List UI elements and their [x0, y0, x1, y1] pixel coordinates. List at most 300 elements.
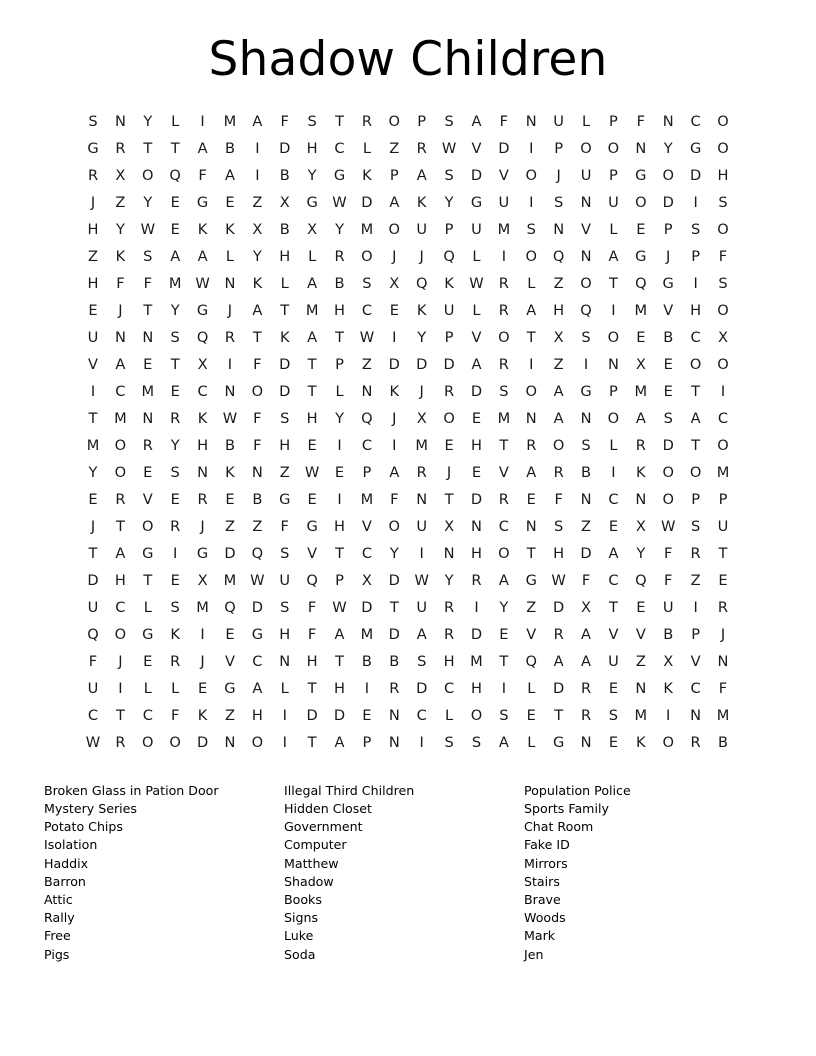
letter-cell[interactable]: R [690, 733, 701, 751]
letter-cell[interactable]: R [553, 463, 564, 481]
letter-cell[interactable]: R [690, 544, 701, 562]
letter-cell[interactable]: G [635, 247, 647, 265]
letter-cell[interactable]: B [663, 625, 674, 643]
word-list-item[interactable]: Broken Glass in Pation Door [44, 782, 219, 798]
letter-cell[interactable]: E [225, 193, 235, 211]
letter-cell[interactable]: D [333, 706, 346, 724]
letter-cell[interactable]: O [717, 139, 729, 157]
letter-cell[interactable]: Y [143, 112, 153, 130]
letter-cell[interactable]: P [609, 382, 618, 400]
letter-cell[interactable]: Q [580, 301, 592, 319]
letter-cell[interactable]: T [280, 301, 290, 319]
letter-cell[interactable]: O [498, 544, 510, 562]
letter-cell[interactable]: U [717, 517, 729, 535]
letter-cell[interactable]: O [662, 490, 674, 508]
letter-cell[interactable]: S [499, 382, 509, 400]
letter-cell[interactable]: M [634, 706, 648, 724]
letter-cell[interactable]: V [690, 652, 701, 670]
letter-cell[interactable]: E [143, 463, 153, 481]
letter-cell[interactable]: X [416, 409, 427, 427]
letter-cell[interactable]: H [470, 679, 482, 697]
letter-cell[interactable]: G [662, 274, 674, 292]
letter-cell[interactable]: B [581, 463, 592, 481]
letter-cell[interactable]: Y [88, 463, 98, 481]
letter-cell[interactable]: P [444, 328, 454, 346]
letter-cell[interactable]: C [690, 679, 701, 697]
letter-cell[interactable]: G [525, 571, 537, 589]
letter-cell[interactable]: P [417, 112, 427, 130]
letter-cell[interactable]: F [718, 247, 728, 265]
letter-cell[interactable]: E [143, 355, 153, 373]
letter-cell[interactable]: W [195, 274, 210, 292]
letter-cell[interactable]: S [554, 193, 564, 211]
letter-cell[interactable]: I [118, 679, 123, 697]
letter-cell[interactable]: L [280, 274, 289, 292]
letter-cell[interactable]: Y [252, 247, 262, 265]
letter-cell[interactable]: S [444, 112, 454, 130]
letter-cell[interactable]: P [335, 355, 344, 373]
letter-cell[interactable]: O [498, 328, 510, 346]
letter-cell[interactable]: E [663, 382, 673, 400]
letter-cell[interactable]: Y [389, 544, 399, 562]
letter-cell[interactable]: X [663, 652, 674, 670]
letter-cell[interactable]: D [470, 166, 483, 184]
letter-cell[interactable]: N [690, 706, 702, 724]
letter-cell[interactable]: I [255, 139, 260, 157]
word-list-item[interactable]: Hidden Closet [284, 800, 372, 816]
letter-cell[interactable]: N [525, 112, 537, 130]
letter-cell[interactable]: E [170, 490, 180, 508]
letter-cell[interactable]: I [227, 355, 233, 373]
letter-cell[interactable]: S [307, 112, 317, 130]
letter-cell[interactable]: H [334, 301, 346, 319]
letter-cell[interactable]: A [252, 301, 263, 319]
letter-cell[interactable]: O [142, 517, 154, 535]
letter-cell[interactable]: L [171, 679, 180, 697]
letter-cell[interactable]: F [253, 409, 262, 427]
letter-cell[interactable]: E [170, 571, 180, 589]
letter-cell[interactable]: L [445, 706, 454, 724]
word-list-item[interactable]: Mirrors [524, 855, 568, 871]
letter-cell[interactable]: M [634, 301, 648, 319]
letter-cell[interactable]: D [470, 490, 483, 508]
letter-cell[interactable]: A [224, 166, 235, 184]
letter-cell[interactable]: Y [499, 598, 509, 616]
letter-cell[interactable]: T [307, 679, 317, 697]
letter-cell[interactable]: O [717, 301, 729, 319]
letter-cell[interactable]: O [114, 463, 127, 481]
letter-cell[interactable]: N [279, 652, 291, 670]
letter-cell[interactable]: I [337, 436, 342, 454]
letter-cell[interactable]: N [525, 409, 537, 427]
letter-cell[interactable]: Y [335, 409, 344, 427]
letter-cell[interactable]: R [142, 436, 153, 454]
word-list-item[interactable]: Government [284, 819, 363, 835]
letter-cell[interactable]: G [306, 193, 318, 211]
word-list-item[interactable]: Sports Family [524, 800, 609, 816]
letter-cell[interactable]: F [307, 625, 317, 643]
letter-cell[interactable]: A [389, 463, 400, 481]
letter-cell[interactable]: E [170, 193, 180, 211]
letter-cell[interactable]: G [196, 301, 209, 319]
letter-cell[interactable]: V [498, 463, 509, 481]
letter-cell[interactable]: E [636, 598, 646, 616]
letter-cell[interactable]: J [200, 652, 205, 670]
letter-cell[interactable]: H [114, 571, 126, 589]
letter-cell[interactable]: O [580, 139, 592, 157]
letter-cell[interactable]: S [143, 247, 153, 265]
letter-cell[interactable]: Q [87, 625, 99, 643]
word-list-item[interactable]: Soda [284, 946, 316, 962]
letter-cell[interactable]: D [196, 733, 209, 751]
letter-cell[interactable]: V [526, 625, 537, 643]
letter-cell[interactable]: Y [417, 328, 427, 346]
letter-cell[interactable]: Q [306, 571, 318, 589]
letter-cell[interactable]: S [499, 706, 509, 724]
letter-cell[interactable]: L [143, 598, 152, 616]
word-list-item[interactable]: Attic [44, 891, 73, 907]
letter-cell[interactable]: K [197, 706, 208, 724]
word-list-item[interactable]: Books [284, 891, 322, 907]
letter-cell[interactable]: F [280, 112, 289, 130]
letter-cell[interactable]: W [660, 517, 676, 535]
letter-cell[interactable]: W [414, 571, 429, 589]
letter-cell[interactable]: V [88, 355, 98, 373]
letter-cell[interactable]: F [253, 436, 262, 454]
letter-cell[interactable]: Y [115, 220, 125, 238]
letter-cell[interactable]: I [529, 193, 534, 211]
letter-cell[interactable]: R [416, 139, 427, 157]
letter-cell[interactable]: O [525, 382, 537, 400]
letter-cell[interactable]: N [114, 112, 126, 130]
letter-cell[interactable]: E [334, 463, 345, 481]
letter-cell[interactable]: I [529, 355, 534, 373]
letter-cell[interactable]: L [362, 139, 371, 157]
letter-cell[interactable]: E [307, 436, 317, 454]
letter-cell[interactable]: T [170, 139, 180, 157]
letter-cell[interactable]: M [223, 571, 237, 589]
letter-cell[interactable]: N [197, 463, 209, 481]
letter-cell[interactable]: H [279, 625, 291, 643]
letter-cell[interactable]: D [388, 355, 400, 373]
letter-cell[interactable]: M [415, 436, 428, 454]
letter-cell[interactable]: E [526, 706, 536, 724]
letter-cell[interactable]: R [170, 409, 181, 427]
letter-cell[interactable]: R [361, 112, 372, 130]
letter-cell[interactable]: T [554, 706, 564, 724]
letter-cell[interactable]: E [88, 490, 98, 508]
letter-cell[interactable]: S [417, 652, 427, 670]
letter-cell[interactable]: O [607, 139, 620, 157]
letter-cell[interactable]: C [115, 598, 126, 616]
letter-cell[interactable]: T [389, 598, 399, 616]
letter-cell[interactable]: I [364, 679, 370, 697]
letter-cell[interactable]: W [551, 571, 566, 589]
word-list-item[interactable]: Pigs [44, 946, 70, 962]
letter-cell[interactable]: R [334, 247, 345, 265]
letter-cell[interactable]: A [252, 679, 263, 697]
letter-cell[interactable]: E [636, 328, 646, 346]
letter-cell[interactable]: L [609, 220, 618, 238]
letter-cell[interactable]: A [635, 409, 646, 427]
letter-cell[interactable]: T [115, 517, 125, 535]
letter-cell[interactable]: M [141, 382, 155, 400]
letter-cell[interactable]: V [307, 544, 318, 562]
letter-cell[interactable]: S [581, 328, 591, 346]
letter-cell[interactable]: C [608, 490, 619, 508]
letter-cell[interactable]: D [580, 544, 592, 562]
letter-cell[interactable]: L [335, 382, 344, 400]
letter-cell[interactable]: I [419, 733, 424, 751]
letter-cell[interactable]: M [360, 490, 374, 508]
letter-cell[interactable]: U [608, 193, 619, 211]
word-list-item[interactable]: Fake ID [524, 837, 570, 853]
letter-cell[interactable]: X [635, 517, 646, 535]
letter-cell[interactable]: H [553, 301, 565, 319]
letter-cell[interactable]: T [691, 436, 701, 454]
letter-cell[interactable]: Q [552, 247, 565, 265]
letter-cell[interactable]: Z [224, 706, 235, 724]
letter-cell[interactable]: M [470, 652, 483, 670]
letter-cell[interactable]: W [441, 139, 457, 157]
letter-cell[interactable]: E [608, 517, 619, 535]
letter-cell[interactable]: R [170, 652, 181, 670]
letter-cell[interactable]: Z [553, 274, 564, 292]
letter-cell[interactable]: H [443, 652, 455, 670]
letter-cell[interactable]: L [527, 679, 536, 697]
letter-cell[interactable]: T [691, 382, 701, 400]
letter-cell[interactable]: A [416, 625, 427, 643]
letter-cell[interactable]: A [471, 112, 482, 130]
letter-cell[interactable]: U [553, 112, 564, 130]
letter-cell[interactable]: R [170, 517, 181, 535]
letter-cell[interactable]: O [689, 463, 702, 481]
letter-cell[interactable]: F [253, 355, 262, 373]
letter-cell[interactable]: E [526, 490, 536, 508]
letter-cell[interactable]: T [526, 544, 536, 562]
letter-cell[interactable]: C [690, 328, 701, 346]
word-list-item[interactable]: Shadow [284, 873, 334, 889]
letter-cell[interactable]: P [609, 166, 618, 184]
word-list-item[interactable]: Signs [284, 910, 319, 926]
letter-cell[interactable]: E [718, 571, 728, 589]
letter-cell[interactable]: Q [196, 328, 209, 346]
letter-cell[interactable]: P [691, 625, 700, 643]
letter-cell[interactable]: S [554, 517, 564, 535]
letter-cell[interactable]: T [499, 436, 509, 454]
letter-cell[interactable]: E [636, 220, 646, 238]
letter-cell[interactable]: T [608, 274, 618, 292]
letter-cell[interactable]: N [388, 706, 400, 724]
letter-cell[interactable]: D [498, 139, 510, 157]
letter-cell[interactable]: V [471, 328, 482, 346]
letter-cell[interactable]: S [690, 517, 701, 535]
letter-cell[interactable]: A [307, 274, 318, 292]
letter-cell[interactable]: Y [444, 193, 454, 211]
letter-cell[interactable]: S [444, 166, 454, 184]
letter-cell[interactable]: F [307, 598, 317, 616]
letter-cell[interactable]: N [361, 382, 373, 400]
letter-cell[interactable]: B [663, 328, 674, 346]
letter-cell[interactable]: D [416, 679, 428, 697]
letter-cell[interactable]: A [581, 625, 592, 643]
letter-cell[interactable]: G [635, 166, 647, 184]
letter-cell[interactable]: C [87, 706, 99, 724]
word-list-item[interactable]: Potato Chips [44, 819, 123, 835]
letter-cell[interactable]: E [389, 301, 399, 319]
letter-cell[interactable]: A [197, 139, 208, 157]
letter-cell[interactable]: C [361, 301, 373, 319]
letter-cell[interactable]: Z [252, 517, 263, 535]
letter-cell[interactable]: M [223, 112, 237, 130]
letter-cell[interactable]: W [85, 733, 101, 751]
letter-cell[interactable]: N [224, 733, 236, 751]
letter-cell[interactable]: A [526, 301, 537, 319]
letter-cell[interactable]: A [307, 328, 318, 346]
letter-cell[interactable]: X [279, 193, 290, 211]
letter-cell[interactable]: L [280, 679, 289, 697]
letter-cell[interactable]: N [635, 490, 647, 508]
letter-cell[interactable]: C [443, 679, 455, 697]
letter-cell[interactable]: V [498, 166, 509, 184]
letter-cell[interactable]: L [581, 112, 591, 130]
letter-cell[interactable]: H [690, 301, 702, 319]
letter-cell[interactable]: R [553, 625, 564, 643]
word-list-item[interactable]: Brave [524, 891, 561, 907]
letter-cell[interactable]: D [87, 571, 99, 589]
letter-cell[interactable]: I [282, 733, 287, 751]
letter-cell[interactable]: F [718, 679, 728, 697]
letter-cell[interactable]: S [718, 193, 728, 211]
letter-cell[interactable]: H [470, 544, 482, 562]
letter-cell[interactable]: H [470, 436, 482, 454]
letter-cell[interactable]: F [581, 571, 591, 589]
letter-cell[interactable]: C [416, 706, 427, 724]
letter-cell[interactable]: O [717, 355, 729, 373]
letter-cell[interactable]: O [717, 436, 729, 454]
letter-cell[interactable]: O [361, 247, 373, 265]
letter-cell[interactable]: O [388, 517, 401, 535]
letter-cell[interactable]: S [471, 733, 482, 751]
letter-cell[interactable]: K [416, 301, 427, 319]
letter-cell[interactable]: R [580, 679, 592, 697]
letter-cell[interactable]: W [222, 409, 238, 427]
letter-cell[interactable]: O [717, 220, 729, 238]
letter-cell[interactable]: H [334, 517, 346, 535]
letter-cell[interactable]: G [142, 544, 154, 562]
letter-cell[interactable]: Z [224, 517, 235, 535]
letter-cell[interactable]: A [553, 382, 564, 400]
letter-cell[interactable]: C [361, 436, 373, 454]
letter-cell[interactable]: X [389, 274, 400, 292]
letter-cell[interactable]: X [635, 355, 646, 373]
letter-cell[interactable]: W [332, 598, 347, 616]
letter-cell[interactable]: N [224, 382, 236, 400]
letter-cell[interactable]: I [529, 139, 534, 157]
letter-cell[interactable]: Q [361, 409, 373, 427]
letter-cell[interactable]: E [170, 382, 180, 400]
letter-cell[interactable]: E [307, 490, 317, 508]
letter-cell[interactable]: E [362, 706, 372, 724]
letter-cell[interactable]: R [389, 679, 400, 697]
letter-cell[interactable]: U [498, 193, 510, 211]
letter-cell[interactable]: I [90, 382, 96, 400]
letter-cell[interactable]: T [88, 409, 98, 427]
letter-cell[interactable]: N [580, 409, 592, 427]
letter-cell[interactable]: A [115, 355, 126, 373]
letter-cell[interactable]: N [635, 139, 647, 157]
word-list-item[interactable]: Illegal Third Children [284, 782, 415, 798]
letter-cell[interactable]: O [689, 355, 702, 373]
letter-cell[interactable]: V [608, 625, 619, 643]
letter-cell[interactable]: Q [443, 247, 455, 265]
letter-cell[interactable]: I [693, 598, 698, 616]
letter-cell[interactable]: O [388, 112, 401, 130]
letter-cell[interactable]: I [255, 166, 260, 184]
letter-cell[interactable]: I [501, 679, 507, 697]
word-list-item[interactable]: Mark [524, 928, 556, 944]
letter-cell[interactable]: N [114, 328, 126, 346]
letter-cell[interactable]: I [693, 274, 698, 292]
letter-cell[interactable]: K [279, 328, 290, 346]
letter-cell[interactable]: Z [553, 355, 564, 373]
letter-cell[interactable]: P [554, 139, 564, 157]
letter-cell[interactable]: O [607, 328, 620, 346]
letter-cell[interactable]: D [388, 571, 400, 589]
letter-cell[interactable]: K [252, 274, 263, 292]
letter-cell[interactable]: T [335, 328, 344, 346]
letter-cell[interactable]: L [472, 247, 481, 265]
letter-cell[interactable]: Z [526, 598, 537, 616]
letter-cell[interactable]: G [689, 139, 702, 157]
letter-cell[interactable]: J [118, 301, 123, 319]
letter-cell[interactable]: D [306, 706, 318, 724]
letter-cell[interactable]: J [392, 247, 397, 265]
letter-cell[interactable]: N [471, 517, 482, 535]
letter-cell[interactable]: A [553, 652, 564, 670]
letter-cell[interactable]: O [251, 382, 264, 400]
word-list-item[interactable]: Computer [284, 837, 347, 853]
letter-cell[interactable]: O [662, 166, 674, 184]
letter-cell[interactable]: Y [335, 220, 344, 238]
letter-cell[interactable]: V [581, 220, 592, 238]
letter-cell[interactable]: A [526, 463, 537, 481]
word-list-item[interactable]: Mystery Series [44, 800, 137, 816]
letter-cell[interactable]: K [636, 733, 646, 751]
letter-cell[interactable]: F [170, 706, 180, 724]
letter-cell[interactable]: U [443, 301, 455, 319]
letter-cell[interactable]: N [635, 679, 647, 697]
letter-cell[interactable]: R [115, 490, 126, 508]
letter-cell[interactable]: V [635, 625, 646, 643]
letter-cell[interactable]: K [225, 463, 235, 481]
letter-cell[interactable]: J [200, 517, 205, 535]
letter-cell[interactable]: T [143, 571, 153, 589]
letter-cell[interactable]: Z [635, 652, 646, 670]
letter-cell[interactable]: M [305, 301, 319, 319]
letter-cell[interactable]: N [662, 112, 674, 130]
letter-cell[interactable]: J [446, 463, 452, 481]
letter-cell[interactable]: J [419, 382, 424, 400]
letter-cell[interactable]: R [498, 274, 509, 292]
letter-cell[interactable]: U [416, 598, 428, 616]
letter-cell[interactable]: V [663, 301, 674, 319]
letter-cell[interactable]: D [470, 625, 483, 643]
letter-cell[interactable]: I [666, 706, 671, 724]
letter-cell[interactable]: U [279, 571, 291, 589]
letter-cell[interactable]: G [333, 166, 346, 184]
letter-cell[interactable]: D [279, 139, 291, 157]
